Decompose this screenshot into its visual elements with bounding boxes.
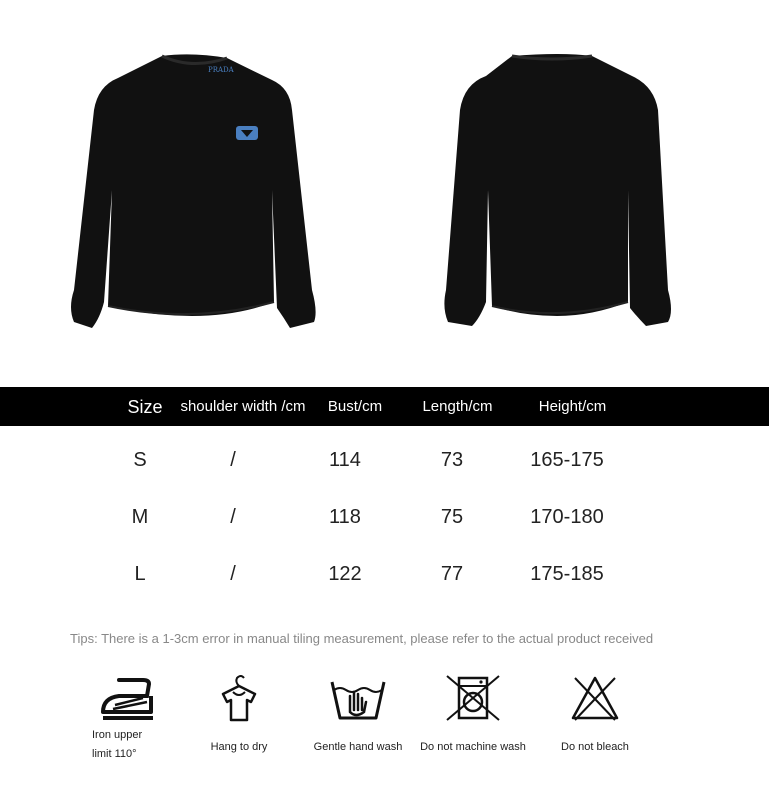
table-row (0, 497, 769, 537)
header-length: Length/cm (422, 397, 493, 415)
table-row (0, 554, 769, 594)
cell-shoulder: / (230, 448, 236, 471)
care-item-hang (184, 672, 294, 757)
iron-icon (97, 672, 157, 724)
measurement-tips: Tips: There is a 1-3cm error in manual tiling measurement, please refer to the actual product received (70, 631, 654, 646)
cell-bust: 114 (329, 448, 361, 471)
header-bust: Bust/cm (327, 397, 383, 415)
cell-height: 170-180 (530, 505, 604, 528)
care-item-no-bleach (540, 672, 650, 757)
cell-size: S (133, 448, 147, 471)
cell-length: 75 (440, 505, 464, 528)
cell-height: 165-175 (530, 448, 604, 471)
hang-dry-icon (209, 672, 269, 724)
care-item-hand-wash (303, 672, 413, 757)
no-bleach-icon (565, 672, 625, 724)
care-label: Gentle hand wash (313, 741, 403, 753)
cell-shoulder: / (230, 505, 236, 528)
sweatshirt-back-image (432, 40, 692, 340)
cell-shoulder: / (230, 562, 236, 585)
header-height: Height/cm (538, 397, 607, 415)
cell-length: 77 (440, 562, 464, 585)
table-row (0, 440, 769, 480)
sweatshirt-front-image (62, 40, 322, 340)
cell-length: 73 (440, 448, 464, 471)
size-table-header (0, 387, 769, 426)
care-label: Hang to dry (210, 741, 268, 753)
cell-height: 175-185 (530, 562, 604, 585)
header-size: Size (127, 396, 163, 417)
no-machine-wash-icon (443, 672, 503, 724)
cell-bust: 122 (328, 562, 362, 585)
cell-size: M (131, 505, 149, 528)
cell-bust: 118 (329, 505, 361, 528)
care-label: Iron upper limit 110° (92, 729, 143, 760)
collar-label: PRADA (208, 66, 234, 74)
care-item-iron (72, 672, 182, 764)
care-label: Do not bleach (561, 741, 629, 753)
hand-wash-icon (328, 672, 388, 724)
care-item-no-machine-wash (418, 672, 528, 757)
logo-plaque (236, 126, 258, 140)
cell-size: L (134, 562, 146, 585)
care-label: Do not machine wash (420, 741, 526, 753)
header-shoulder-width: shoulder width /cm (180, 397, 306, 415)
